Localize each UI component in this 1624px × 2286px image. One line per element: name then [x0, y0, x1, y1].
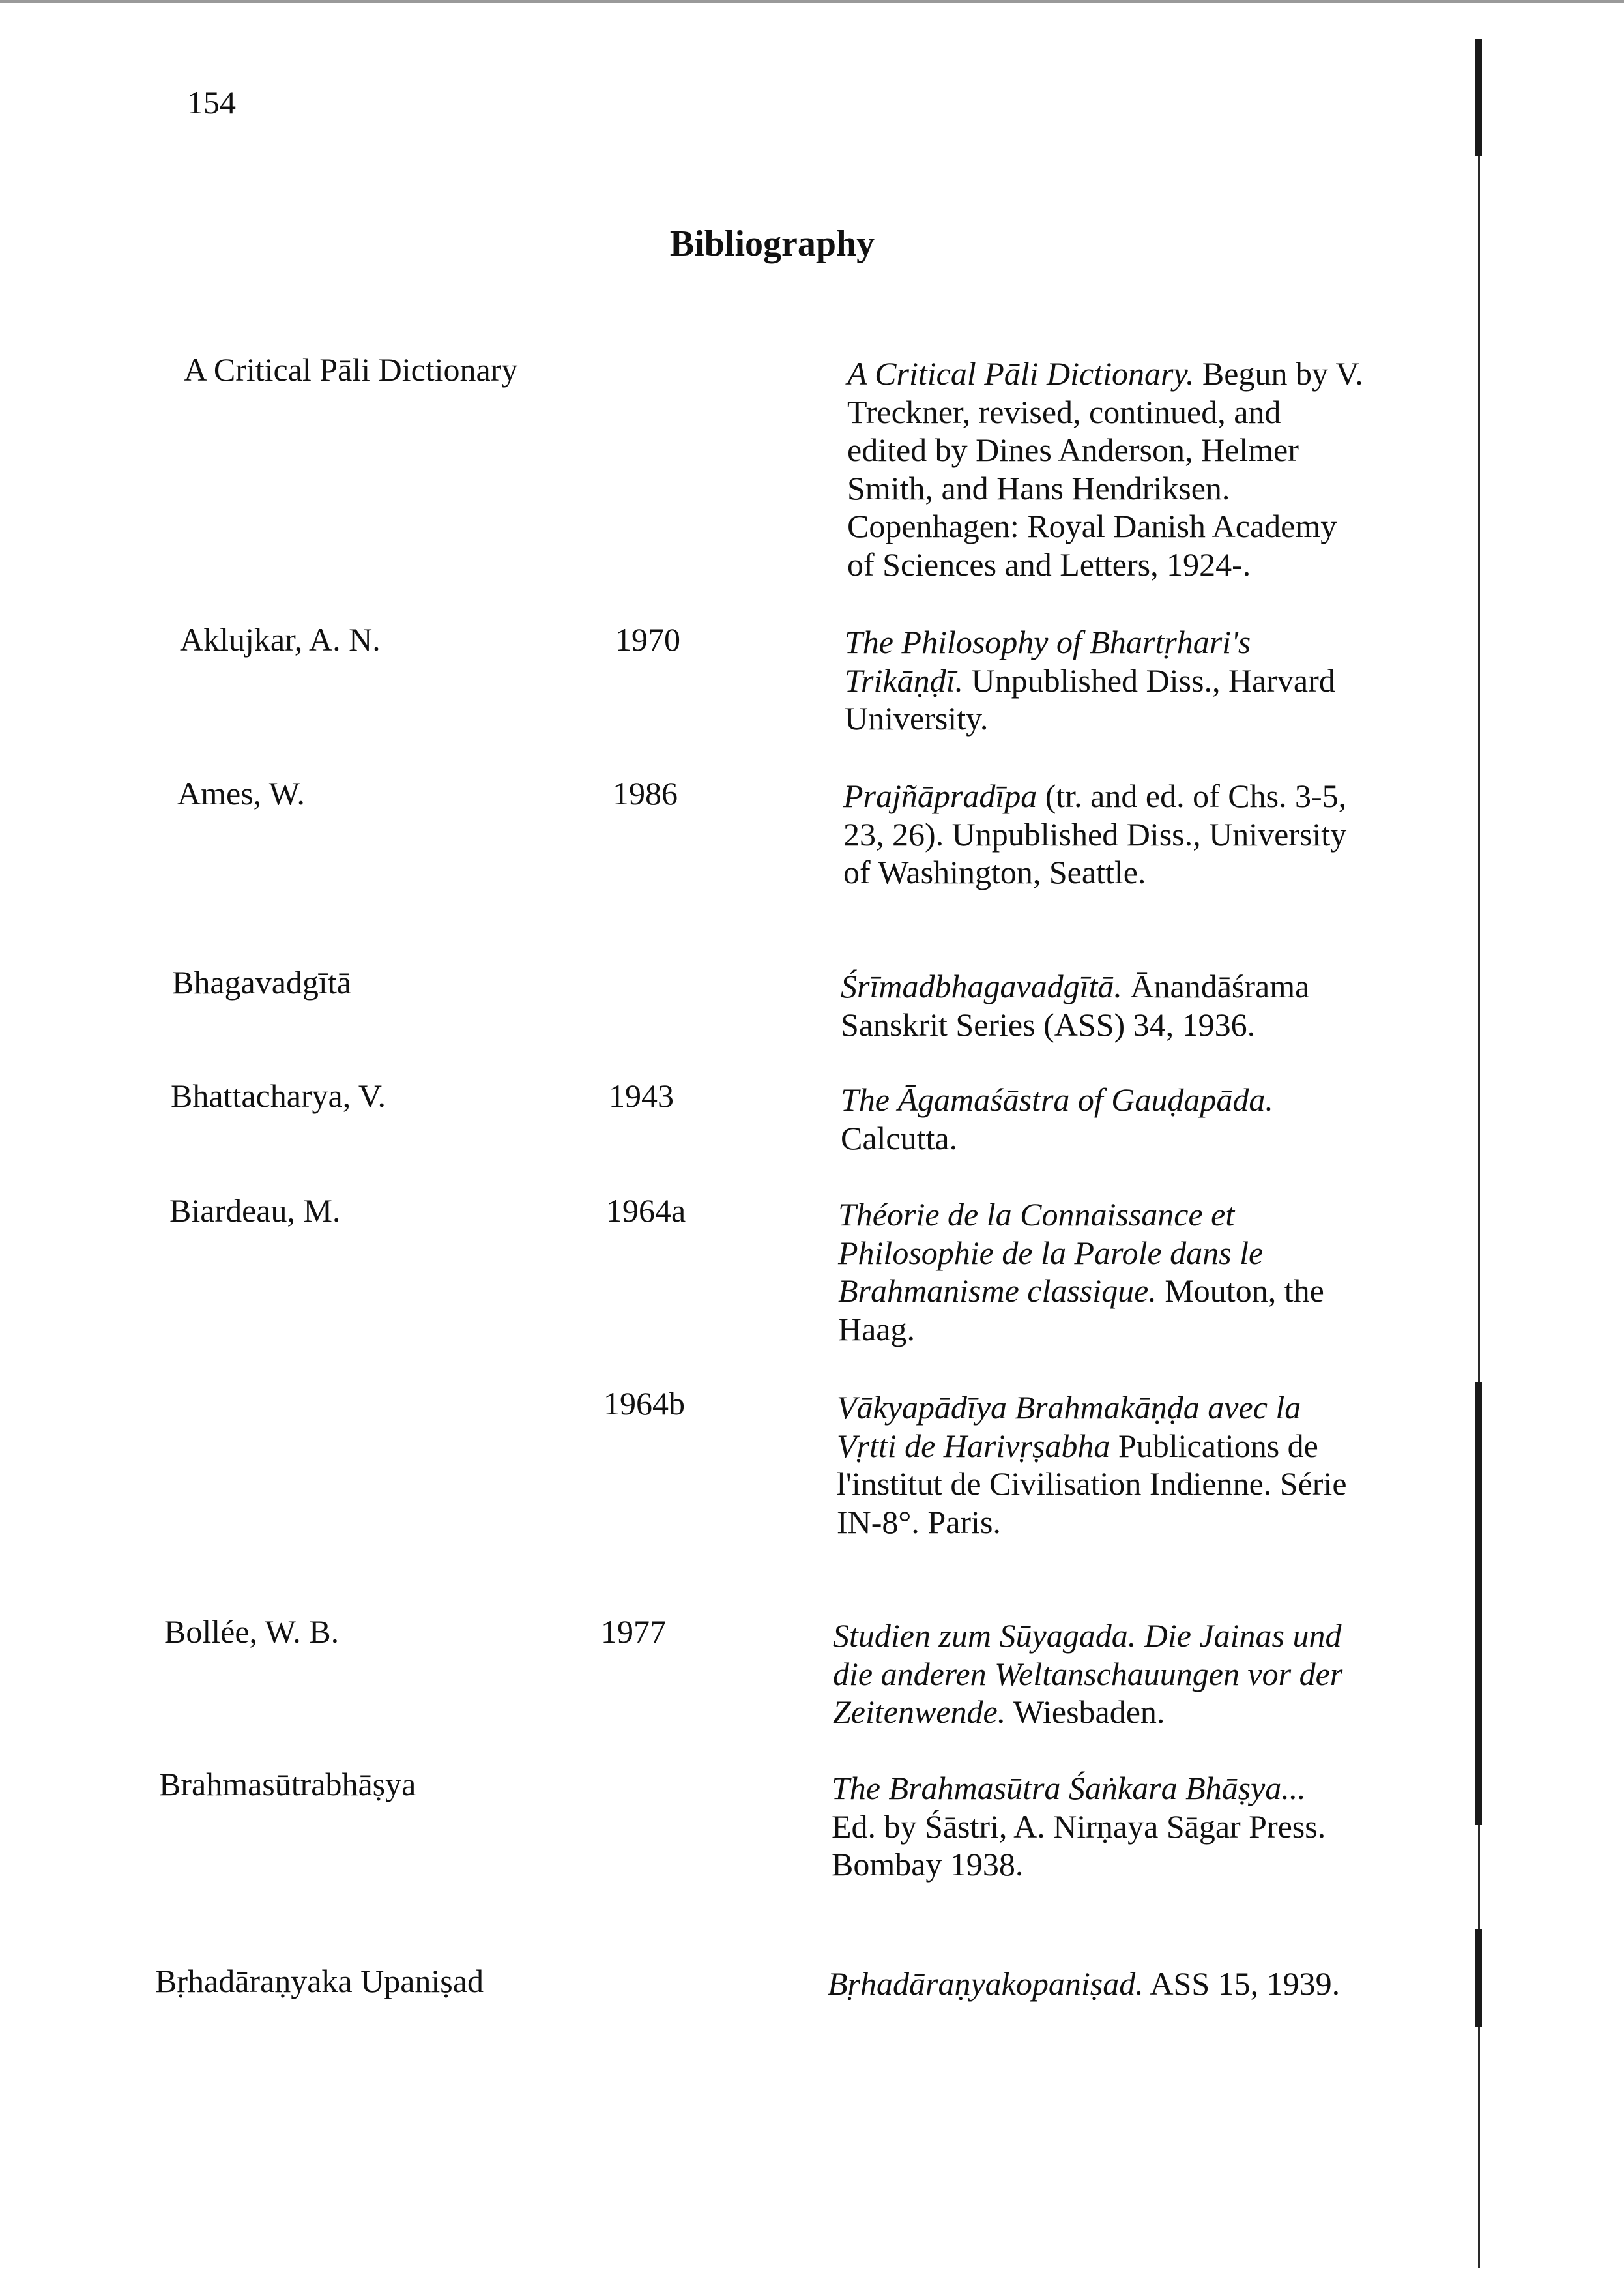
- entry-year: 1964b: [603, 1385, 685, 1422]
- entry-reference: [828, 1965, 1349, 2003]
- entry-reference: [841, 1081, 1362, 1157]
- entry-author: Bṛhadāraṇyaka Upaniṣad: [155, 1963, 484, 1999]
- entry-year: 1977: [601, 1613, 666, 1650]
- entry-details: ASS 15, 1939.: [1143, 1965, 1341, 2002]
- binding-mark: [1475, 1929, 1482, 2027]
- entry-details: Calcutta.: [841, 1119, 958, 1156]
- entry-year: 1964a: [606, 1192, 686, 1229]
- binding-mark: [1475, 1382, 1482, 1825]
- binding-mark: [1475, 39, 1482, 156]
- entry-reference: [838, 1195, 1359, 1348]
- entry-author: Bhagavadgītā: [172, 964, 351, 1001]
- entry-title: Vākyapādīya Brahmakāṇḍa avec la Vṛtti de Harivṛṣabha: [837, 1389, 1301, 1464]
- entry-author: Bhattacharya, V.: [171, 1077, 386, 1114]
- entry-author: Biardeau, M.: [169, 1192, 341, 1229]
- entry-title: Studien zum Sūyagada. Die Jainas und die anderen Weltanschauungen vor der Zeitenwende.: [833, 1617, 1343, 1730]
- entry-author: Aklujkar, A. N.: [180, 621, 381, 658]
- entry-title: The Philosophy of Bhartṛhari's Trikāṇḍī.: [845, 624, 1251, 699]
- entry-reference: [843, 777, 1365, 892]
- entry-title: Théorie de la Connaissance et Philosophie de la Parole dans le Brahmanisme classique.: [838, 1196, 1264, 1309]
- entry-details: Ānandāśrama Sanskrit Series (ASS) 34, 1936.: [841, 968, 1310, 1043]
- entry-reference: [845, 623, 1366, 738]
- entry-year: 1986: [613, 775, 678, 812]
- entry-reference: [837, 1388, 1358, 1541]
- page-title: Bibliography: [669, 224, 875, 264]
- entry-title: Śrīmadbhagavadgītā.: [841, 968, 1122, 1004]
- entry-reference: [833, 1617, 1354, 1731]
- entry-details: Wiesbaden.: [1006, 1693, 1165, 1730]
- entry-details: Publications de l'institut de Civilisation Indienne. Série IN-8°. Paris.: [837, 1427, 1347, 1540]
- entry-year: 1943: [609, 1077, 674, 1114]
- entry-details: Mouton, the Haag.: [838, 1272, 1324, 1347]
- entry-reference: [847, 355, 1369, 583]
- entry-details: Ed. by Śāstri, A. Nirṇaya Sāgar Press. Bombay 1938.: [832, 1808, 1326, 1883]
- entry-author: Bollée, W. B.: [164, 1613, 340, 1650]
- entry-title: Prajñāpradīpa: [843, 778, 1037, 814]
- entry-title: A Critical Pāli Dictionary.: [847, 355, 1195, 392]
- entry-reference: [832, 1769, 1353, 1884]
- entry-author: Brahmasūtrabhāṣya: [159, 1766, 416, 1802]
- page-number: 154: [187, 84, 236, 121]
- entry-title: The Brahmasūtra Śaṅkara Bhāṣya...: [832, 1770, 1306, 1806]
- entry-details: Begun by V. Treckner, revised, continued, and edited by Dines Anderson, Helmer Smith, and Hans Hendriksen. Copenhagen: Royal Danish Academy of Sciences and Letters, 1924-.: [847, 355, 1363, 583]
- entry-title: The Āgamaśāstra of Gauḍapāda.: [841, 1081, 1273, 1118]
- entry-details: Unpublished Diss., Harvard University.: [845, 662, 1335, 737]
- page-top-edge: [0, 0, 1624, 3]
- entry-title: Bṛhadāraṇyakopaniṣad.: [828, 1965, 1144, 2002]
- entry-details: (tr. and ed. of Chs. 3-5, 23, 26). Unpublished Diss., University of Washington, Seattle.: [843, 778, 1347, 890]
- entry-author: A Critical Pāli Dictionary: [184, 351, 518, 388]
- entry-reference: [841, 967, 1362, 1044]
- entry-author: Ames, W.: [177, 775, 305, 812]
- entry-year: 1970: [615, 621, 680, 658]
